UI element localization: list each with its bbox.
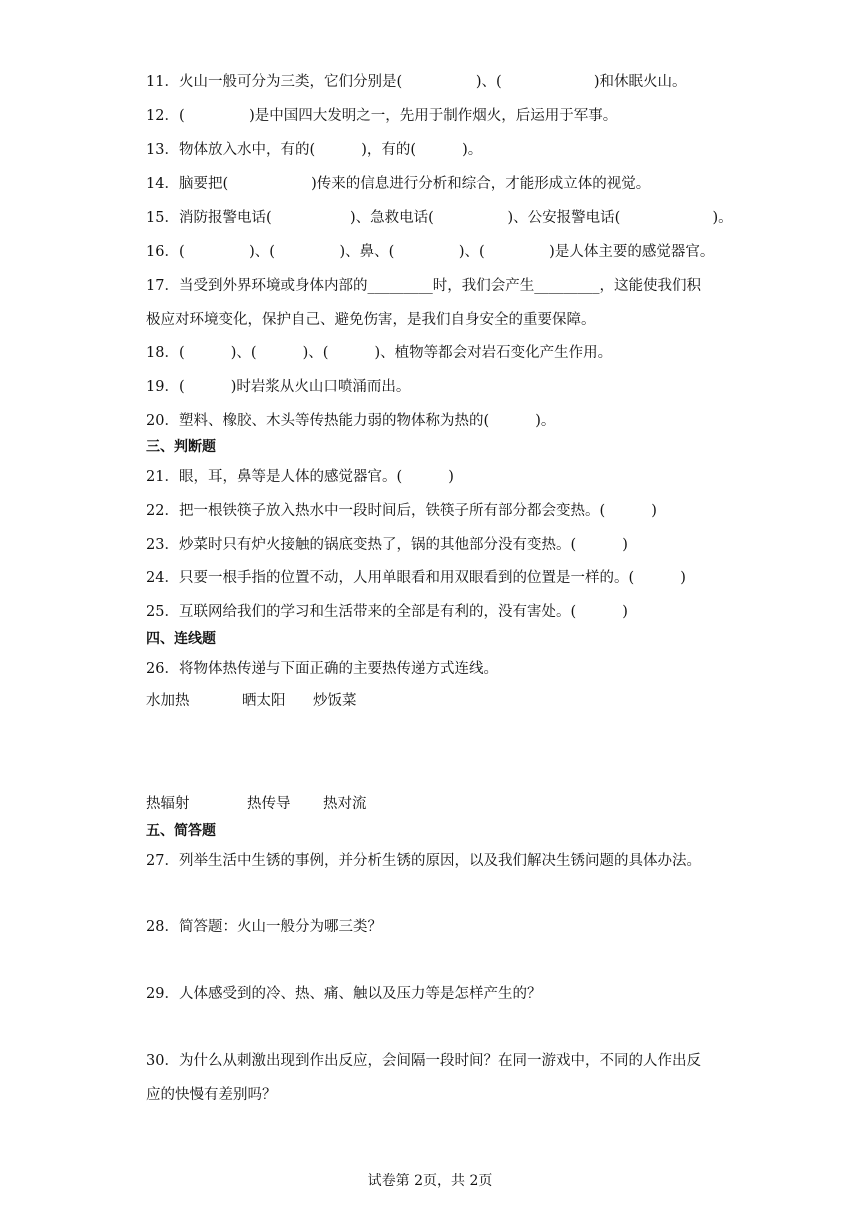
match-item-radiation: 热辐射 [146, 796, 190, 812]
question-20: 20．塑料、橡胶、木头等传热能力弱的物体称为热的( )。 [146, 413, 556, 429]
question-19: 19．( )时岩浆从火山口喷涌而出。 [146, 379, 411, 395]
question-23: 23．炒菜时只有炉火接触的锅底变热了，锅的其他部分没有变热。( ) [146, 537, 628, 553]
question-21: 21．眼，耳，鼻等是人体的感觉器官。( ) [146, 469, 454, 485]
question-29: 29．人体感受到的冷、热、痛、触以及压力等是怎样产生的？ [146, 986, 542, 1002]
question-30: 30．为什么从刺激出现到作出反应，会间隔一段时间？在同一游戏中，不同的人作出反 [146, 1053, 701, 1069]
question-16: 16．( )、( )、鼻、( )、( )是人体主要的感觉器官。 [146, 244, 715, 260]
match-item-convection: 热对流 [323, 796, 367, 812]
question-27: 27．列举生活中生锈的事例，并分析生锈的原因，以及我们解决生锈问题的具体办法。 [146, 853, 701, 869]
section-heading-judgment: 三、判断题 [146, 439, 216, 455]
question-13: 13．物体放入水中，有的( )，有的( )。 [146, 142, 483, 158]
question-14: 14．脑要把( )传来的信息进行分析和综合，才能形成立体的视觉。 [146, 176, 651, 192]
question-18: 18．( )、( )、( )、植物等都会对岩石变化产生作用。 [146, 345, 613, 361]
match-item-conduction: 热传导 [247, 796, 291, 812]
match-item-sunbathing: 晒太阳 [242, 693, 286, 709]
section-heading-matching: 四、连线题 [146, 631, 216, 647]
question-17-continued: 极应对环境变化，保护自己、避免伤害，是我们自身安全的重要保障。 [146, 312, 596, 328]
question-17: 17．当受到外界环境或身体内部的_________时，我们会产生_________，这能使我们积 [146, 278, 701, 294]
question-22: 22．把一根铁筷子放入热水中一段时间后，铁筷子所有部分都会变热。( ) [146, 503, 657, 519]
section-heading-short-answer: 五、简答题 [146, 823, 216, 839]
question-11: 11．火山一般可分为三类，它们分别是( )、( )和休眠火山。 [146, 74, 687, 90]
match-item-stir-fry: 炒饭菜 [313, 693, 357, 709]
page-footer: 试卷第 2页，共 2页 [367, 1173, 493, 1189]
question-15: 15．消防报警电话( )、急救电话( )、公安报警电话( )。 [146, 210, 733, 226]
match-item-water-heating: 水加热 [146, 693, 190, 709]
question-12: 12．( )是中国四大发明之一，先用于制作烟火，后运用于军事。 [146, 108, 618, 124]
question-24: 24．只要一根手指的位置不动，人用单眼看和用双眼看到的位置是一样的。( ) [146, 570, 686, 586]
question-28: 28．简答题：火山一般分为哪三类？ [146, 919, 382, 935]
question-25: 25．互联网给我们的学习和生活带来的全部是有利的，没有害处。( ) [146, 604, 628, 620]
question-30-continued: 应的快慢有差别吗？ [146, 1087, 277, 1103]
question-26: 26．将物体热传递与下面正确的主要热传递方式连线。 [146, 661, 498, 677]
